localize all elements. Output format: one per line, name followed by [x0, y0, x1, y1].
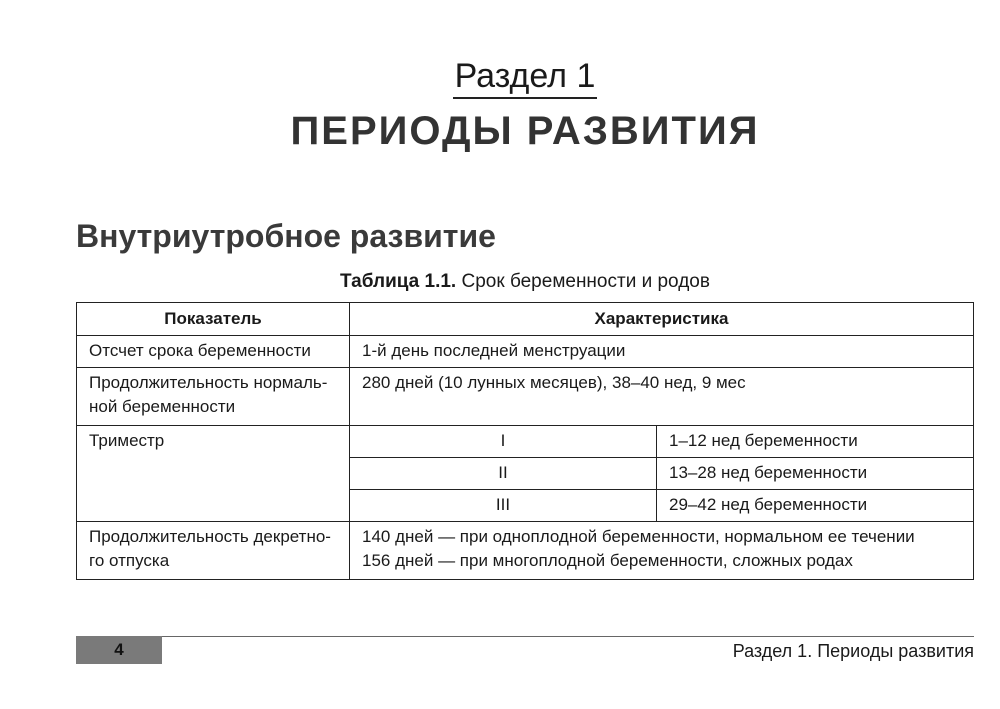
- table-caption-number: Таблица 1.1.: [340, 271, 457, 292]
- row-leave-value: [350, 522, 974, 580]
- pregnancy-table: [76, 302, 974, 580]
- row-trimester-indicator: Триместр: [77, 426, 350, 522]
- page-number: 4: [76, 636, 162, 664]
- trimester-number: II: [350, 458, 657, 490]
- table-row: [77, 426, 974, 458]
- row-duration-indicator: Продолжительность нормаль-ной беременности: [77, 368, 350, 426]
- table-header-row: [77, 303, 974, 336]
- section-label-text: Раздел 1: [453, 57, 598, 99]
- table-row: [77, 368, 974, 426]
- row-start-value: 1-й день последней менструации: [350, 336, 974, 368]
- table-row: [77, 336, 974, 368]
- footer-rule: [76, 636, 974, 637]
- trimester-number: III: [350, 490, 657, 522]
- table-caption: [0, 270, 1000, 294]
- running-head: Раздел 1. Периоды развития: [732, 641, 974, 661]
- row-start-indicator: Отсчет срока беременности: [77, 336, 350, 368]
- leave-line-2: 156 дней — при многоплодной беременности, сложных родах: [362, 551, 853, 570]
- section-label: [0, 56, 1000, 96]
- row-leave-indicator: Продолжительность декретно-го отпуска: [77, 522, 350, 580]
- header-characteristic: Характеристика: [350, 303, 974, 336]
- leave-line-1: 140 дней — при одноплодной беременности, нормальном ее течении: [362, 527, 915, 546]
- trimester-value: 29–42 нед беременности: [657, 490, 974, 522]
- trimester-value: 13–28 нед беременности: [657, 458, 974, 490]
- subsection-title: Внутриутробное развитие: [76, 218, 496, 254]
- row-duration-value: 280 дней (10 лунных месяцев), 38–40 нед, 9 мес: [350, 368, 974, 426]
- trimester-number: I: [350, 426, 657, 458]
- table-row: [77, 522, 974, 580]
- header-indicator: Показатель: [77, 303, 350, 336]
- trimester-value: 1–12 нед беременности: [657, 426, 974, 458]
- table-caption-text: Срок беременности и родов: [456, 271, 710, 292]
- section-title: ПЕРИОДЫ РАЗВИТИЯ: [290, 109, 760, 153]
